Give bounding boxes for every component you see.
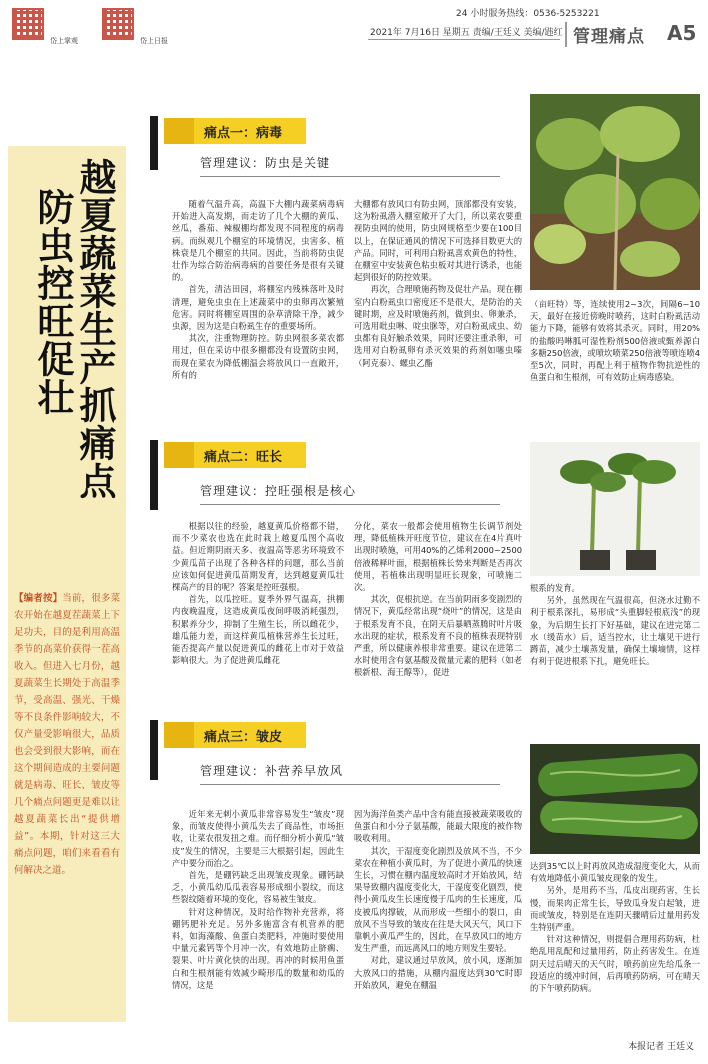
article-column xyxy=(172,520,344,666)
paragraph: 达到35℃以上时再放风造成湿度变化大，从而有效地降低小黄瓜皱皮现象的发生。 xyxy=(530,861,700,884)
photo-wrinkled-cucumbers xyxy=(530,744,700,854)
article-column xyxy=(530,582,700,667)
masthead-rule xyxy=(368,39,560,40)
paragraph: 分化，菜农一般都会使用植物生长调节剂处理，降低植株开旺度节位，建议在在4片真叶出现时喷施，可用40%的乙烯利2000~2500倍液稀释叶面，根据植株长势来判断是否再次使用，若植株出现明显旺长现象，可喷施二次。 xyxy=(354,521,522,593)
banner-tab xyxy=(164,442,194,468)
qr-code-icon xyxy=(12,8,44,40)
paragraph: 针对这种情况，及时给作物补充营养，将硼钙肥补充足。另外多施富含有机营养的肥料，如海藻酸、鱼蛋白类肥料，冲施时要使用中量元素钙等个月冲一次，有效地防止脐瘸、裂果、叶片黄化快的出现。再冲的时候用鱼蛋白和生根剂能有效减少畸形瓜的数量和幼瓜的情况，这是 xyxy=(172,906,344,990)
page-number: A5 xyxy=(667,21,697,45)
advice-rule xyxy=(200,784,500,785)
qr-code-icon xyxy=(102,8,134,40)
paragraph: 根系的发育。 xyxy=(530,583,580,593)
article-column xyxy=(530,298,700,383)
advice-heading: 管理建议：控旺强根是核心 xyxy=(200,484,357,498)
qr1-label: 岱上掌观 xyxy=(50,37,78,45)
paragraph: 根据以往的经验，越夏黄瓜价格都不错，而不少菜农也选在此时栽上越夏瓜图个高收益。但近期阴雨天多、夜温高等恶劣环境致不少黄瓜苗子出现了各种各样的问题，那么当前应该如何促进黄瓜苗期发育，达到越夏黄瓜壮棵高产的目的呢？答案是控旺强根。 xyxy=(172,521,344,593)
hotline: 24 小时服务热线：0536-5253221 xyxy=(456,9,600,19)
advice-heading: 管理建议：防虫是关键 xyxy=(200,156,331,170)
paragraph: 再次，合理喷施药物及促壮产品。现在棚室内白粉虱虫口密度还不是很大，是防治的关键时期，应及时喷施药剂，做到虫、卵兼杀，可选用吡虫啉、啶虫脒等，对白粉虱成虫、幼虫都有良好触杀效果，同时还要注重杀卵，可选用对白粉虱卵有杀灭效果的药剂如噻虫嗪（阿克泰）、螺虫乙酯 xyxy=(354,284,522,368)
section-name: 管理痛点 xyxy=(565,22,645,47)
dateline: 2021年 7月16日 星期五 责编/王廷义 美编/韪红 xyxy=(370,28,563,38)
paragraph: 对此，建议通过早放风，放小风，逐渐加大放风口的措施，从棚内温度达到30℃时即开始放风，避免在棚温 xyxy=(354,955,522,990)
article-column xyxy=(354,520,522,679)
article-column xyxy=(172,808,344,991)
section-bar xyxy=(150,720,158,780)
section-title: 痛点二：旺长 xyxy=(204,449,283,465)
paragraph: 近年来无刺小黄瓜非常容易发生“皱皮”现象，而皱皮使得小黄瓜失去了商品性，市场拒收，让菜农很发扭之难。而仔细分析小黄瓜“皱皮”发生的情况，主要是三大根据引起，因此生产中要分而治之。 xyxy=(172,809,344,868)
paragraph: 首先，清洁田园，将棚室内残株落叶及时清理，避免虫虫在上述蔬菜中的虫卵再次繁殖危害。同时将棚室周围的杂草清除干净，减少虫源，因为这是白粉虱生存的重要场所。 xyxy=(172,284,344,332)
paragraph: 大棚都有放风口有防虫网，顶部都没有安装，这为粉虱潜入棚室敞开了大门，所以菜农要重视防虫网的使用，防虫网规格至少要在100目以上，在保证通风的情况下可选择目数更大的产品。同时，可利用白粉虱喜欢黄色的特性，在棚室中安装黄色粘虫板对其进行诱杀，也能起到很好的防控效果。 xyxy=(354,199,522,283)
paragraph: 首先，以瓜控旺。夏季外界气温高，拱棚内夜晚温度，这造成黄瓜夜间呼吸消耗强烈，积累养分少，抑制了生殖生长，所以雌花少，雄瓜能力差，而这样黄瓜植株营养生长过旺，能否提高产量以促进黄瓜的雌花上市对于效益影响很大。为了促进黄瓜雌花 xyxy=(172,594,344,666)
article-column xyxy=(354,198,522,369)
paragraph: 因为海洋鱼类产品中含有能直接被蔬菜吸收的鱼蛋白和小分子氨基酸，能最大限度的被作物吸收利用。 xyxy=(354,809,522,844)
editor-note xyxy=(14,590,120,879)
paragraph: 其次，干湿度变化剧烈及放风不当，不少菜农在种植小黄瓜时，为了促进小黄瓜的快速生长，习惯在棚内温度较高时才开始放风，结果导致棚内温度变化大，干湿度变化剧烈，使得小黄瓜皮生长速度慢于瓜肉的生长速度，瓜皮被瓜肉撑破，从而形成一些细小的裂口，由放风不当导致的皱皮在往是大风天气，风口下靠帆小黄瓜严生的，因此，在早放风口的地方发生严重，而远离风口的地方则发生要轻。 xyxy=(354,845,522,954)
section-bar xyxy=(150,116,158,170)
byline: 本报记者 王廷义 xyxy=(628,1042,694,1052)
qr2-label: 岱上日报 xyxy=(140,37,168,45)
paragraph: 其次，注重物理防控。防虫网很多菜农都用过，但在采访中很多棚都没有设置防虫网，而现在菜农为降低棚温会将放风口一直敞开，所有的 xyxy=(172,333,344,380)
article-column xyxy=(172,198,344,381)
paragraph: 另外，是用药不当，瓜皮出现药害，生长慢，而果肉正常生长，导致瓜身发白起皱，进而或皱皮，特别是在连阴天骤晴后过量用药发生特别严重。 xyxy=(530,885,700,933)
article-column xyxy=(530,860,700,994)
editor-note-text: 当前，很多菜农开始在越夏茬蔬菜上下足功夫，目的是利用高温季节的高菜价获得一茬高收入。但进入七月份，越夏蔬菜生长期处于高温季节，受高温、强光、干燥等不良条件影响较大，不仅产量受影响很大，品质也会受到很大影响，而在这个期间造成的主要问题就是病毒、旺长、皱皮等几个痛点问题更是难以让越夏蔬菜长出“提供增益”。本期，针对这三大痛点问题，咱们来看看有何解决之道。 xyxy=(14,593,120,876)
advice-heading: 管理建议：补营养早放风 xyxy=(200,764,344,778)
section-title: 痛点一：病毒 xyxy=(204,125,283,141)
section-title: 痛点三：皱皮 xyxy=(204,729,283,745)
editor-note-tag: 【编者按】 xyxy=(14,593,63,604)
banner-tab xyxy=(164,118,194,144)
advice-rule xyxy=(200,176,500,177)
paragraph: 其次，促根抗逆。在当前阴雨多变剧烈的情况下，黄瓜经常出现“烧叶”的情况，这是由于根系发育不良，在阴天后暴晒蒸腾时叶片吸水出现的症状，根系发育不良的植株表现特别严重，所以健康养根非常重要。建议在进第二水时使用含有氨基酸及微量元素的肥料（如老根新根、海王醇等），促进 xyxy=(354,594,522,678)
headline-sub: 防虫控旺促壮 xyxy=(31,188,75,416)
photo-cucumber-seedlings xyxy=(530,442,700,576)
paragraph: 另外，虽然现在气温很高，但浇水过勤不利于根系深扎，易形成“头重脚轻根底浅”的现象，为后期生长打下好基础，建议在进完第二水（缓苗水）后，适当控水，让土壤见干进行蹲苗，减少土壤蒸发量，确保土壤墒情，这样有利于促进根系下扎，避免旺长。 xyxy=(530,595,700,667)
paragraph: （亩旺特）等，连续使用2~3次，间隔6~10天，最好在接近傍晚时喷药，这时白粉虱活动能力下降，能够有效将其杀灭。同时，用20%的盐酸吗啉胍可湿性粉剂500倍液或甄养源白多糖250倍液，或喷坎喷菜250倍液等喷连喷4至5次，同时，再配上利于植物作物抗逆性的鱼蛋白和生根剂，可有效防止病毒感染。 xyxy=(530,299,700,383)
headline-main: 越夏蔬菜生产抓痛点 xyxy=(73,158,117,500)
paragraph: 针对这种情况，则提倡合理用药防病，杜绝乱用乱配和过量用药，防止药害发生。在连阴天过后晴天的天气时，喷药前应先给瓜条一段适应的缓冲时间，后再喷药防病，可在晴天的下午喷药防病。 xyxy=(530,934,700,994)
paragraph: 首先，是硼钙缺乏出现皱皮现象。硼钙缺乏，小黄瓜幼瓜瓜表容易形成细小裂纹，而这些裂纹随着环境的变化，容易被生皱皮。 xyxy=(172,870,344,905)
article-column xyxy=(354,808,522,991)
advice-rule xyxy=(200,504,500,505)
paragraph: 随着气温升高，高温下大棚内蔬菜病毒病开始进入高发期，而走访了几个大棚的黄瓜、丝瓜，番茄、辣椒棚均都发现不同程度的病毒病。而纵观几个棚室的环境情况，虫害多、植株衰是几个棚室的共同。因此，当前将防虫促壮作为综合防治病毒病的首要任务是很有关键的。 xyxy=(172,199,344,283)
section-bar xyxy=(150,440,158,510)
banner-tab xyxy=(164,722,194,748)
photo-diseased-plant xyxy=(530,94,700,290)
